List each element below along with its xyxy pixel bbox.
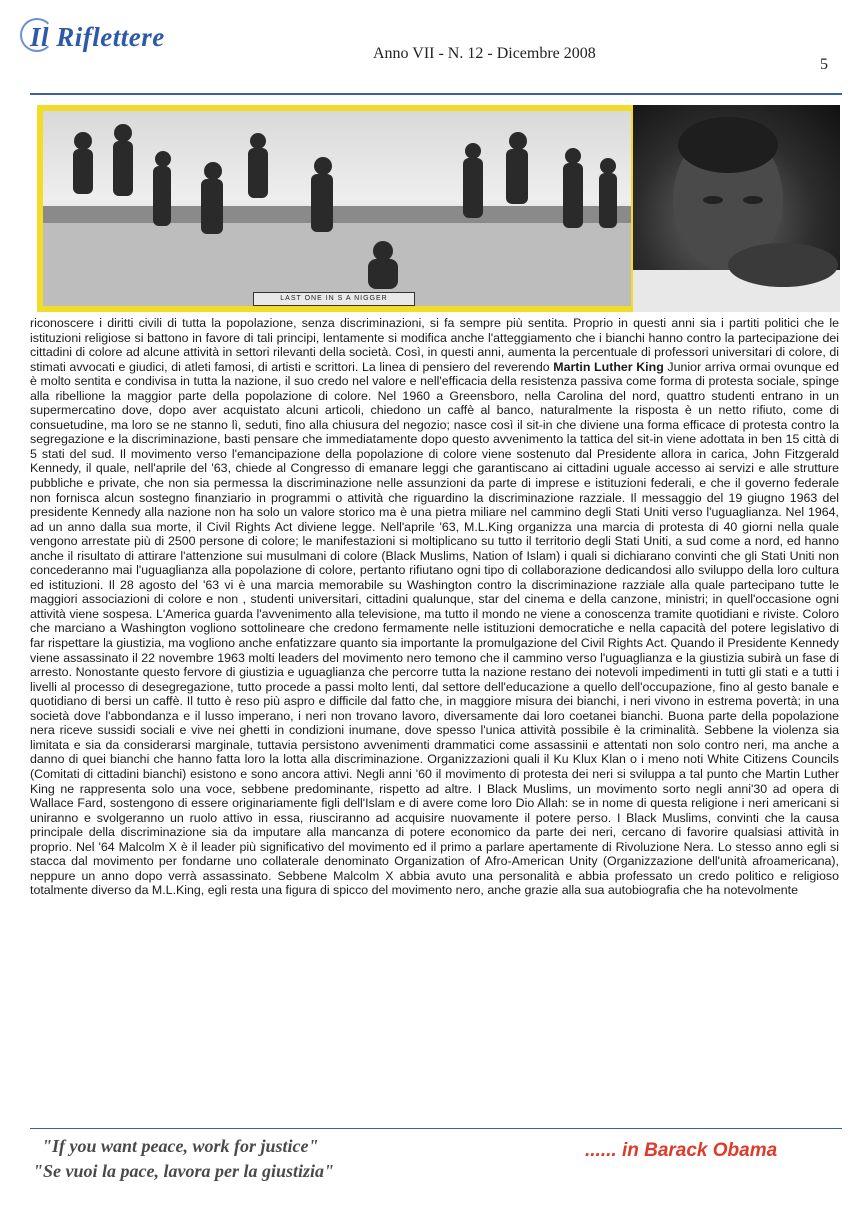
portrait-drawing — [633, 105, 840, 312]
photo-banner — [37, 105, 840, 312]
article-text-part-2: Junior arriva ormai ovunque ed è molto sentita e condivisa in tutta la nazione, il suo credo nel valore e nell'efficacia della resistenza passiva come forma di protesta sociale, spinge alla ribellione la maggior parte della popolazione di colore. Nel 1960 a Greensboro, nella Carolina del nord, quattro studenti entrano in un supermercatino dove, dopo aver acquistato alcuni articoli, chiedono un caffè al banco, naturalmente la risposta è un netto rifiuto, come di consuetudine, ma loro se ne stanno lì, seduti, fino alla chiusura del negozio; nasce così il sit-in che diviene una forma efficace di protesta contro la segregazione e la discriminazione, basti pensare che immediatamente dopo questo avvenimento la tattica del sit-in viene adottata in ben 15 città di 5 stati del sud. Il movimento verso l'emancipazione della popolazione di colore viene sostenuto dal Presidente allora in carica, John Fitzgerald Kennedy, il quale, nell'aprile del '63, chiede al Congresso di emanare leggi che garantiscano ai cittadini uguale accesso ai servizi e alle strutture pubbliche e private, che non sia permessa la discriminazione nelle assunzioni da parte di imprese e istituzioni federali, e che il governo federale non fornisca alcun sostegno finanziario in programmi o attività che riguardino la discriminazione razziale. Il messaggio del 19 giugno 1963 del presidente Kennedy alla nazione non ha solo un valore storico ma è una pietra miliare nel cammino degli Stati Uniti verso l'uguaglianza. Nel 1964, ad un anno dalla sua morte, il Civil Rights Act diviene legge. Nell'aprile '63, M.L.King organizza una marcia di protesta di 40 giorni nella quale vengono arrestate più di 2500 persone di colore; le manifestazioni si moltiplicano su tutto il territorio degli Stati Uniti, a sud come a nord, ed hanno anche il risultato di attirare l'attenzione sui musulmani di colore (Black Muslims, Nation of Islam) i quali si dichiarano convinti che gli Stati Uniti non concederanno mai l'uguaglianza alla popolazione di colore, pertanto rifiutano ogni tipo di collaborazione dedicandosi allo sviluppo della loro cultura ed istituzioni. Il 28 agosto del '63 vi è una marcia memorabile su Washington contro la discriminazione razziale alla quale partecipano tutte le maggiori associazioni di colore e non , studenti universitari, cittadini qualunque, star del cinema e della canzone, ministri; in quell'occasione ogni attività viene sospesa. L'America guarda l'avvenimento alla televisione, ma tutto il mondo ne viene a conoscenza tramite quotidiani e riviste. Coloro che marciano a Washington vogliono sottolineare che credono fermamente nelle istituzioni democratiche e nella capacità del potere legislativo di far rispettare la giustizia, ma vogliono anche enfatizzare quanto sia importante la promulgazione del Civil Rights Act. Quando il Presidente Kennedy viene assassinato il 22 novembre 1963 molti leaders del movimento nero temono che il cammino verso l'uguaglianza e la giustizia subirà un fase di arresto. Nonostante questo fervore di giustizia e uguaglianza che percorre tutta la nazione restano dei notevoli impedimenti in tutti gli stati e a tutti i livelli al processo di desegregazione, tutto procede a passi molto lenti, dal settore dell'educazione a quello dell'occupazione, fino al gesto banale e quotidiano di bersi un caffè. Il tutto è reso più aspro e difficile dal fatto che, in maggiore misura dei bianchi, i neri vivono in estrema povertà; in una società dove l'abbondanza e il lusso imperano, i neri non trovano lavoro, diversamente dai loro coetanei bianchi. Buona parte della popolazione nera riceve sussidi sociali e vive nei ghetti in condizioni inumane, dove spesso l'unica attività possibile è la criminalità. Sebbene la violenza sia limitata e sia da considerarsi marginale, tuttavia persistono avvenimenti drammatici come assassinii e attentati non solo contro neri, ma anche a danno di quei bianchi che hanno fatta loro la lotta alla discriminazione. Organizzazioni quali il Ku Klux Klan o i meno noti White Citizens Councils (Comitati di cittadini bianchi) esistono e sono ancora attivi. Negli anni '60 il movimento di protesta dei neri si sviluppa a tal punto che Martin Luther King ne rappresenta solo una voce, sebbene predominante, rispetto ad altre. I Black Muslims, un movimento sorto negli anni'30 ad opera di Wallace Fard, sostengono di essere originariamente figli dell'Islam e di avere come loro Dio Allah: se in nome di questa religione i neri americani si uniranno e svolgeranno un ruolo attivo in essa, riusciranno ad acquisire nuovamente il potere perso. I Black Muslims, convinti che la causa principale della discriminazione sia da imputare alla mancanza di potere economico da parte dei neri, cercano di favorire qualsiasi attività in proprio. Nel '64 Malcolm X è il leader più significativo del movimento ed il primo a parlare apertamente di Rivoluzione Nera. Lo stesso anno egli si stacca dal movimento per fondarne uno collaterale denominato Organization of Afro-American Unity (Organizzazione dell'unità afroamericana), neppure un anno dopo verrà assassinato. Sebbene Malcolm X abbia avuto una personalità e abbia professato un credo politico e religioso totalmente diverso da M.L.King, egli resta una figura di spicco del movimento nero, anche grazie alla sua autobiografia che ha notevolmente — [30, 359, 839, 898]
masthead-logo — [30, 22, 165, 53]
illustration-caption-plate: LAST ONE IN S A NIGGER — [253, 292, 415, 306]
masthead-title: Il Riflettere — [30, 22, 165, 52]
article-text-part-1: riconoscere i diritti civili di tutta la popolazione, senza discriminazioni, si fa sempre più sentita. Proprio in questi anni sia i partiti politici che le istituzioni religiose si battono in favore di tali principi, lentamente si modifica anche l'atteggiamento che i bianchi hanno contro la partecipazione dei cittadini di colore ad alcune attività in settori rilevanti della società. Così, in questi anni, aumenta la percentuale di professori universitari di colore, di stimati avvocati e giudici, di atleti famosi, di artisti e scrittori. La linea di pensiero del reverendo — [30, 316, 839, 374]
issue-line: Anno VII - N. 12 - Dicembre 2008 — [373, 45, 596, 62]
footer-quote-english: "If you want peace, work for justice" — [42, 1136, 319, 1156]
illustration-drawing — [43, 111, 631, 306]
article-body — [30, 316, 839, 898]
masthead-ring-icon — [20, 18, 54, 52]
page-number: 5 — [820, 56, 828, 73]
header-divider — [30, 93, 842, 95]
continuation-label: ...... in Barack Obama — [585, 1140, 778, 1161]
footer-divider — [30, 1128, 842, 1129]
article-highlight-name: Martin Luther King — [553, 359, 664, 374]
historical-illustration-image — [43, 111, 631, 306]
martin-luther-king-portrait — [633, 105, 840, 312]
footer-quote-italian: "Se vuoi la pace, lavora per la giustizia" — [33, 1161, 334, 1181]
